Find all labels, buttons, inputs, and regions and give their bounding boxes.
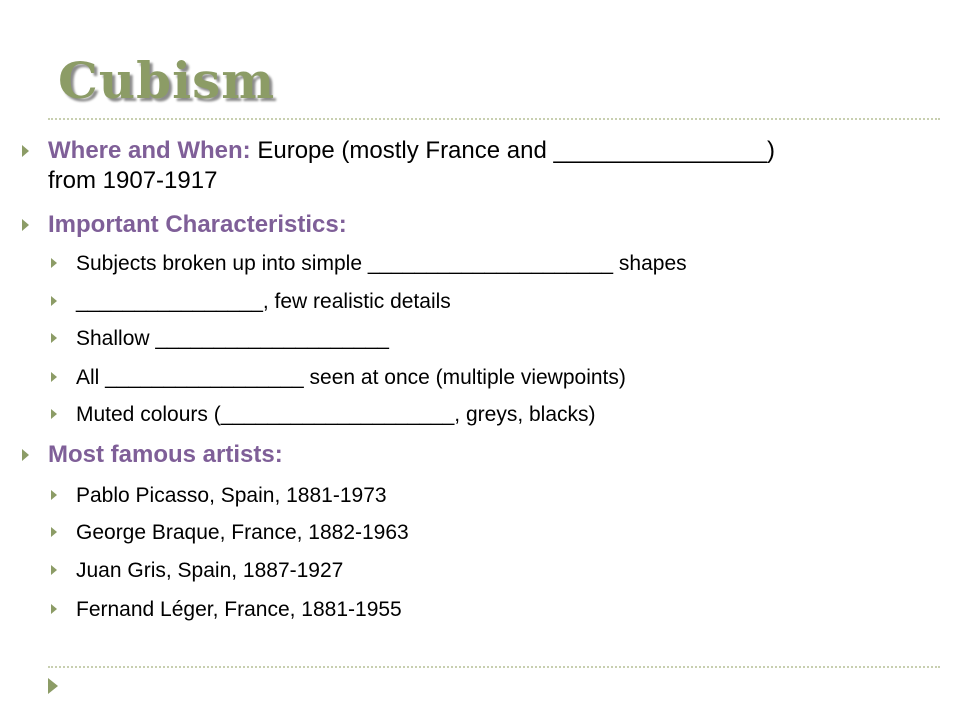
bullet-arrow-icon xyxy=(51,296,57,306)
where-when-text: Europe (mostly France and ________________) xyxy=(257,137,776,164)
characteristic-item xyxy=(76,250,687,278)
slide-title: Cubism xyxy=(58,51,276,110)
characteristics-label: Important Characteristics: xyxy=(48,211,347,238)
artists-label: Most famous artists: xyxy=(48,441,283,468)
where-when-dates: from 1907-1917 xyxy=(48,167,218,194)
characteristic-item xyxy=(76,401,596,429)
where-when-item xyxy=(48,136,775,166)
characteristic-text: Shallow ____________________ xyxy=(76,327,389,350)
artist-text: Fernand Léger, France, 1881-1955 xyxy=(76,598,402,621)
characteristic-item xyxy=(76,364,626,392)
bullet-arrow-icon xyxy=(51,409,57,419)
bullet-arrow-icon xyxy=(51,604,57,614)
bullet-arrow-icon xyxy=(51,333,57,343)
artist-text: George Braque, France, 1882-1963 xyxy=(76,521,409,544)
bullet-arrow-icon xyxy=(51,527,57,537)
artist-item xyxy=(76,482,387,510)
bullet-arrow-icon xyxy=(51,490,57,500)
bullet-arrow-icon xyxy=(22,449,29,461)
characteristic-text: ________________, few realistic details xyxy=(76,290,451,313)
characteristic-item xyxy=(76,325,389,353)
artist-text: Pablo Picasso, Spain, 1881-1973 xyxy=(76,484,387,507)
corner-arrow-icon xyxy=(48,678,58,694)
artists-heading xyxy=(48,440,283,470)
artist-item xyxy=(76,519,409,547)
bullet-arrow-icon xyxy=(22,145,29,157)
artist-text: Juan Gris, Spain, 1887-1927 xyxy=(76,559,344,582)
bullet-arrow-icon xyxy=(51,565,57,575)
characteristic-text: All _________________ seen at once (multiple viewpoints) xyxy=(76,366,626,389)
characteristic-text: Muted colours (____________________, greys, blacks) xyxy=(76,403,596,426)
where-when-continuation xyxy=(48,166,217,196)
artist-item xyxy=(76,596,402,624)
characteristic-text: Subjects broken up into simple _____________________ shapes xyxy=(76,252,687,275)
bottom-divider xyxy=(48,666,940,668)
characteristics-heading xyxy=(48,210,347,240)
artist-item xyxy=(76,557,343,585)
where-when-label: Where and When: xyxy=(48,137,251,164)
bullet-arrow-icon xyxy=(22,219,29,231)
top-divider xyxy=(48,118,940,120)
bullet-arrow-icon xyxy=(51,372,57,382)
characteristic-item xyxy=(76,288,451,316)
bullet-arrow-icon xyxy=(51,258,57,268)
